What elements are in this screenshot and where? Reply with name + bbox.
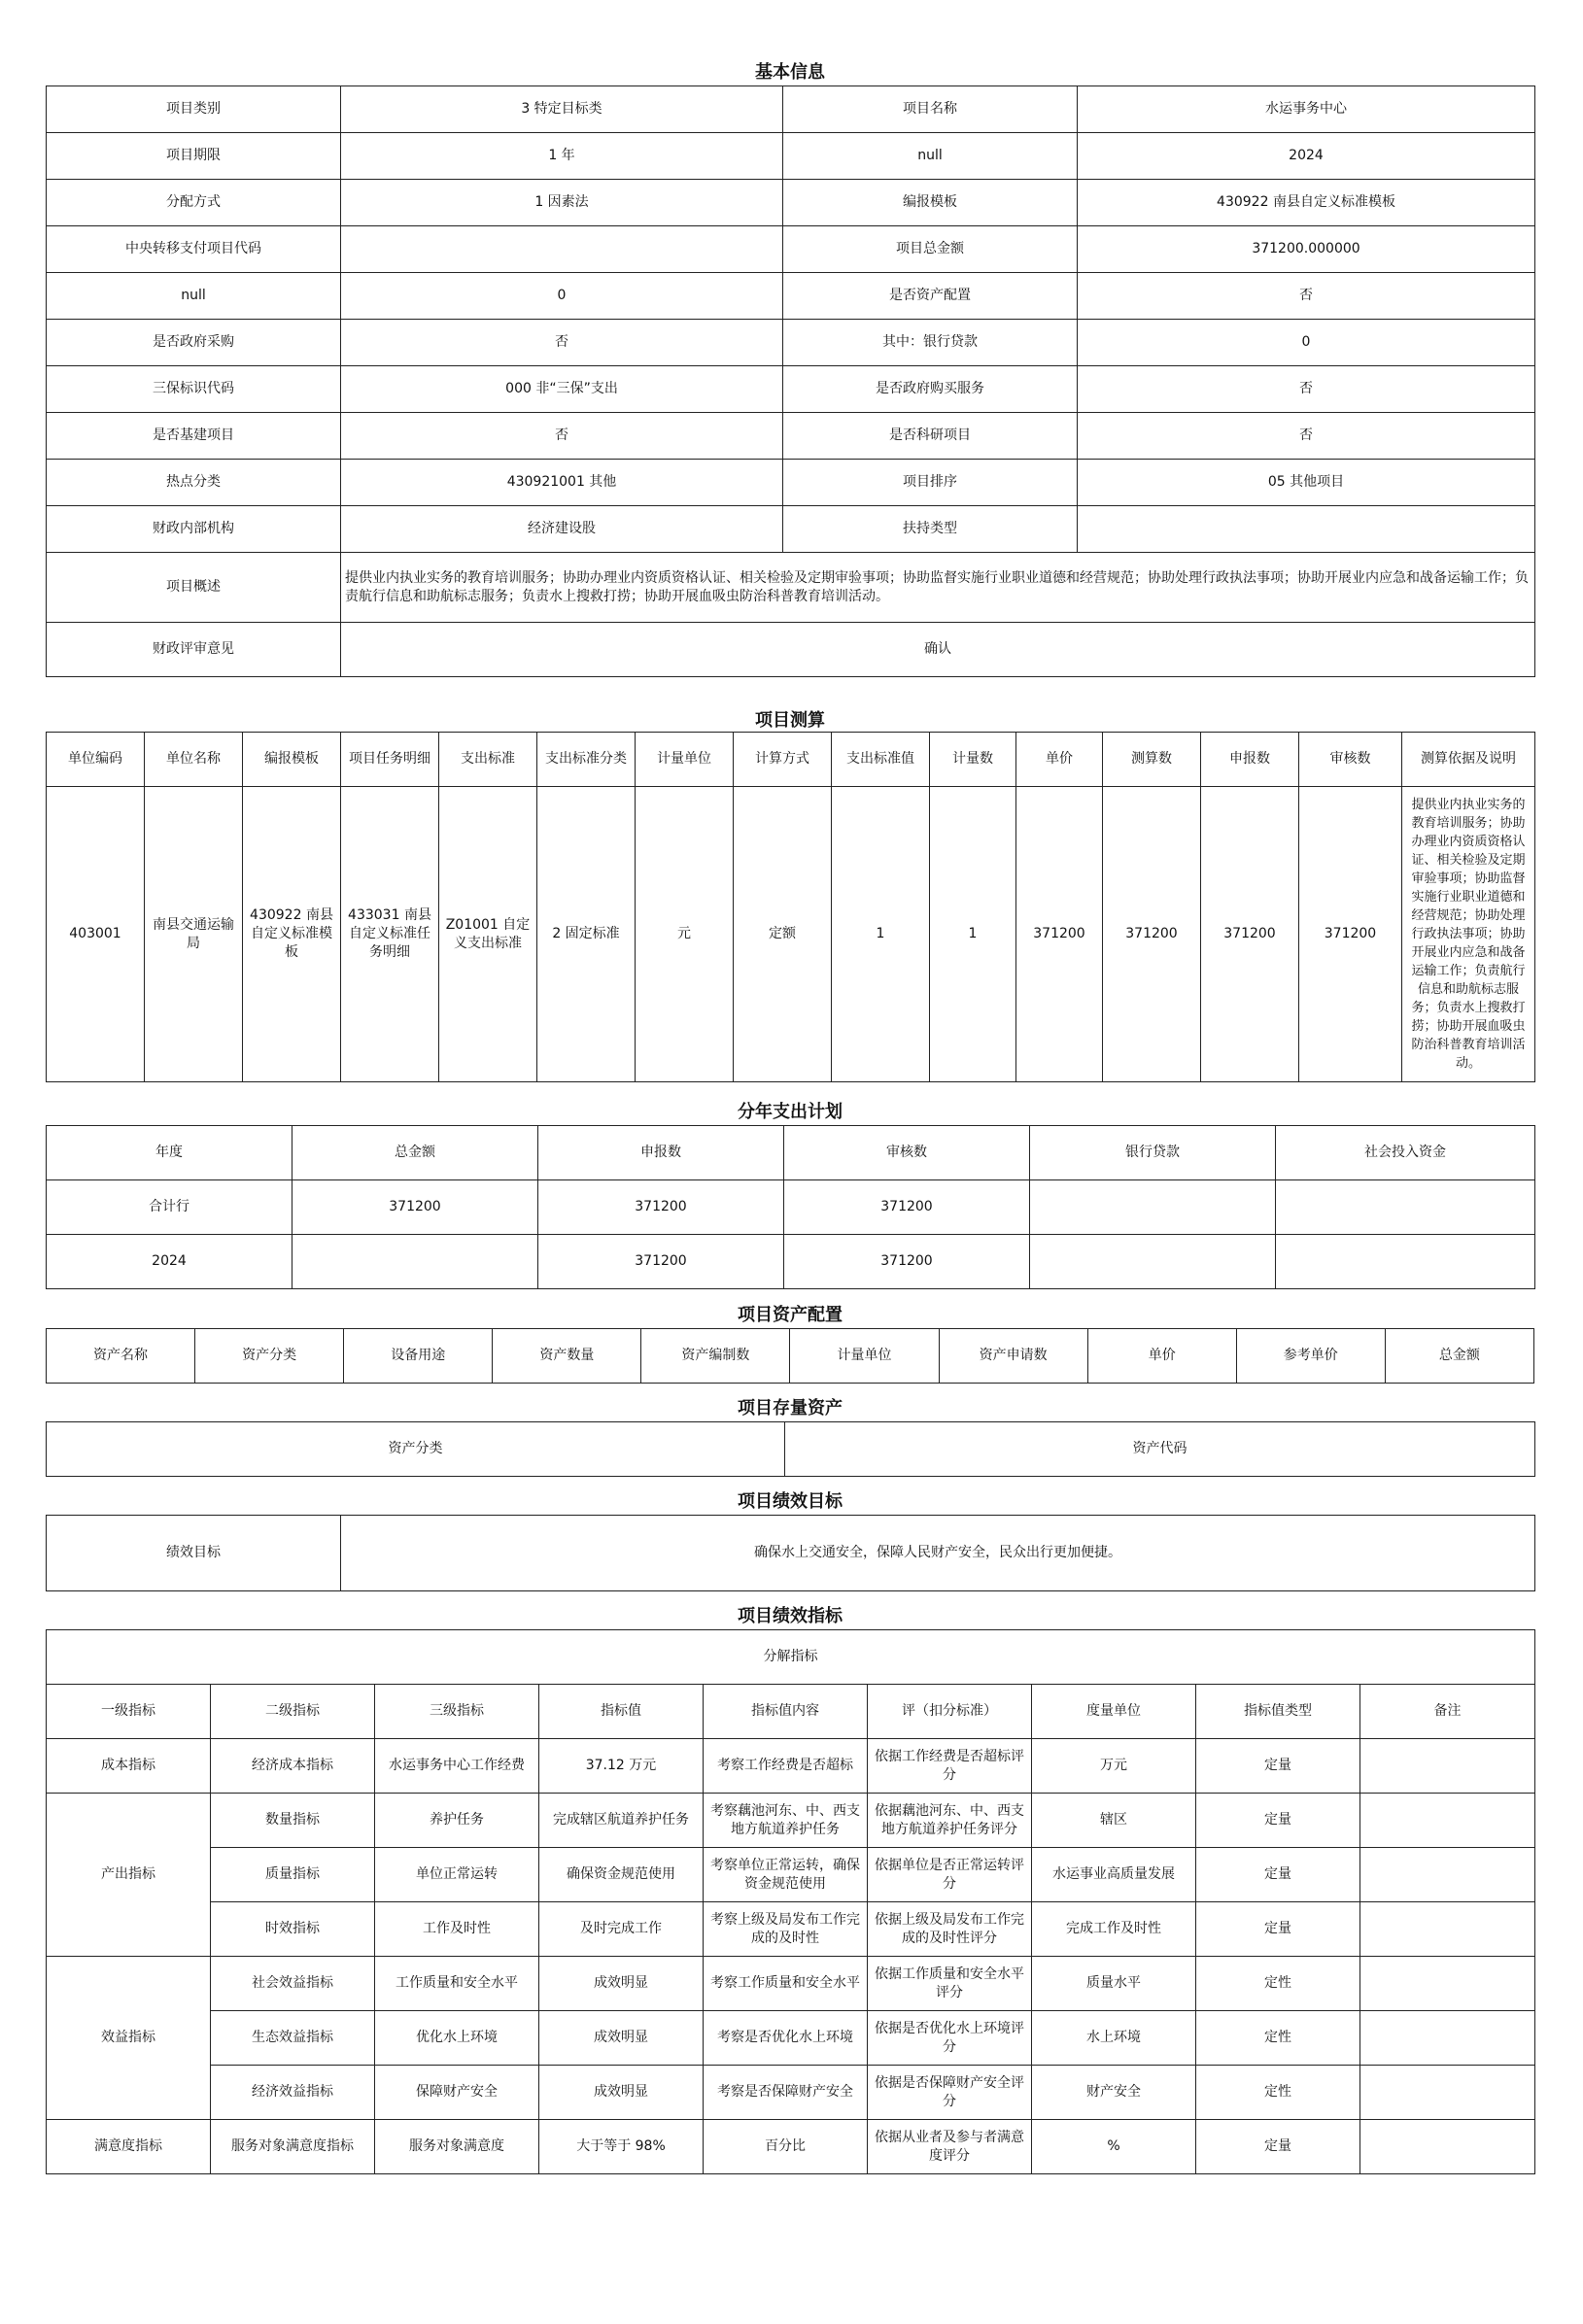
field-value: 否	[1078, 413, 1535, 460]
column-header: 计量数	[930, 733, 1016, 787]
column-header: 银行贷款	[1030, 1126, 1276, 1180]
table-cell: 2024	[47, 1235, 293, 1289]
table-cell: 工作质量和安全水平	[375, 1957, 539, 2011]
table-cell: 依据从业者及参与者满意度评分	[868, 2120, 1032, 2174]
column-header: 评（扣分标准）	[868, 1685, 1032, 1739]
field-label: null	[783, 133, 1078, 180]
column-header: 社会投入资金	[1276, 1126, 1535, 1180]
table-cell: 元	[636, 787, 734, 1082]
basic-info-row	[47, 86, 1535, 133]
table-cell: 37.12 万元	[539, 1739, 704, 1794]
column-header: 资产分类	[195, 1329, 344, 1384]
field-value: 371200.000000	[1078, 226, 1535, 273]
annual-row	[47, 1180, 1535, 1235]
field-label: 是否科研项目	[783, 413, 1078, 460]
field-label: 热点分类	[47, 460, 341, 506]
table-cell: 服务对象满意度	[375, 2120, 539, 2174]
table-cell: 433031 南县自定义标准任务明细	[341, 787, 439, 1082]
table-cell: 考察单位正常运转，确保资金规范使用	[704, 1848, 868, 1902]
field-value: 经济建设股	[341, 506, 783, 553]
table-cell	[1360, 2066, 1535, 2120]
table-cell	[1360, 2120, 1535, 2174]
table-cell: 百分比	[704, 2120, 868, 2174]
table-cell: 质量指标	[211, 1848, 375, 1902]
perf-index-title: 项目绩效指标	[738, 1606, 843, 1626]
basic-info-row	[47, 320, 1535, 366]
column-header: 资产编制数	[641, 1329, 790, 1384]
table-cell: 定量	[1196, 1739, 1360, 1794]
perf-index-row	[47, 1848, 1535, 1902]
column-header: 申报数	[538, 1126, 784, 1180]
level1-indicator: 效益指标	[47, 1957, 211, 2120]
column-header: 年度	[47, 1126, 293, 1180]
table-cell: 大于等于 98%	[539, 2120, 704, 2174]
table-cell	[1360, 2011, 1535, 2066]
table-cell	[1030, 1180, 1276, 1235]
field-value: 430922 南县自定义标准模板	[1078, 180, 1535, 226]
basic-info-row	[47, 273, 1535, 320]
field-value	[341, 226, 783, 273]
table-cell: 371200	[538, 1235, 784, 1289]
field-value: 000 非“三保”支出	[341, 366, 783, 413]
table-cell: 1	[930, 787, 1016, 1082]
column-header: 单位名称	[145, 733, 243, 787]
review-opinion: 确认	[341, 623, 1535, 677]
basic-info-row	[47, 366, 1535, 413]
level1-indicator: 产出指标	[47, 1794, 211, 1957]
basic-info-row	[47, 623, 1535, 677]
column-header: 单价	[1016, 733, 1103, 787]
perf-index-row	[47, 2011, 1535, 2066]
table-cell: 社会效益指标	[211, 1957, 375, 2011]
asset-config-title: 项目资产配置	[738, 1305, 843, 1325]
table-cell: 经济成本指标	[211, 1739, 375, 1794]
table-cell	[1360, 1902, 1535, 1957]
table-cell: 定量	[1196, 1794, 1360, 1848]
basic-info-row	[47, 133, 1535, 180]
column-header: 资产名称	[47, 1329, 195, 1384]
column-header: 总金额	[293, 1126, 538, 1180]
column-header: 指标值类型	[1196, 1685, 1360, 1739]
basic-info-row	[47, 413, 1535, 460]
column-header: 支出标准	[439, 733, 537, 787]
field-label: 是否政府购买服务	[783, 366, 1078, 413]
table-cell: 保障财产安全	[375, 2066, 539, 2120]
group-header: 分解指标	[47, 1630, 1535, 1685]
field-label: 财政评审意见	[47, 623, 341, 677]
table-cell: 确保资金规范使用	[539, 1848, 704, 1902]
table-cell	[1360, 1848, 1535, 1902]
perf-goal-label: 绩效目标	[47, 1516, 341, 1591]
table-cell: 371200	[538, 1180, 784, 1235]
perf-index-row	[47, 2120, 1535, 2174]
field-label: 其中：银行贷款	[783, 320, 1078, 366]
table-cell: 371200	[784, 1180, 1030, 1235]
table-cell: 生态效益指标	[211, 2011, 375, 2066]
perf-goal-table	[46, 1515, 1535, 1591]
table-cell: 完成工作及时性	[1032, 1902, 1196, 1957]
table-cell: 成效明显	[539, 2011, 704, 2066]
field-label: 中央转移支付项目代码	[47, 226, 341, 273]
calc-header-row	[47, 733, 1535, 787]
table-cell: 水上环境	[1032, 2011, 1196, 2066]
table-cell: 优化水上环境	[375, 2011, 539, 2066]
basic-info-row	[47, 506, 1535, 553]
table-cell: 定性	[1196, 1957, 1360, 2011]
basic-info-row	[47, 226, 1535, 273]
table-cell: 依据上级及局发布工作完成的及时性评分	[868, 1902, 1032, 1957]
table-cell: 定量	[1196, 2120, 1360, 2174]
column-header: 申报数	[1201, 733, 1299, 787]
column-header: 度量单位	[1032, 1685, 1196, 1739]
table-cell: 371200	[1201, 787, 1299, 1082]
table-cell	[1276, 1235, 1535, 1289]
table-cell: 定额	[734, 787, 832, 1082]
table-cell	[1360, 1739, 1535, 1794]
table-cell: 成效明显	[539, 1957, 704, 2011]
basic-info-title: 基本信息	[755, 62, 825, 83]
table-cell: 水运事务中心工作经费	[375, 1739, 539, 1794]
field-value	[1078, 506, 1535, 553]
field-value: 否	[341, 413, 783, 460]
field-value: 05 其他项目	[1078, 460, 1535, 506]
column-header: 测算依据及说明	[1402, 733, 1535, 787]
asset-stock-title: 项目存量资产	[738, 1398, 843, 1418]
column-header: 参考单价	[1236, 1329, 1385, 1384]
table-cell: 430922 南县自定义标准模板	[243, 787, 341, 1082]
column-header: 项目任务明细	[341, 733, 439, 787]
column-header: 指标值内容	[704, 1685, 868, 1739]
field-value: 3 特定目标类	[341, 86, 783, 133]
field-label: 项目期限	[47, 133, 341, 180]
table-cell: 依据工作质量和安全水平评分	[868, 1957, 1032, 2011]
table-cell: 2 固定标准	[537, 787, 636, 1082]
field-label: 分配方式	[47, 180, 341, 226]
table-cell: 数量指标	[211, 1794, 375, 1848]
field-value: 1 因素法	[341, 180, 783, 226]
table-cell: 371200	[1299, 787, 1402, 1082]
field-label: 项目概述	[47, 553, 341, 623]
table-cell	[1360, 1957, 1535, 2011]
field-value: 1 年	[341, 133, 783, 180]
asset-stock-table	[46, 1421, 1535, 1477]
table-cell: 定性	[1196, 2066, 1360, 2120]
field-value: 否	[1078, 366, 1535, 413]
column-header: 测算数	[1103, 733, 1201, 787]
basic-info-row	[47, 553, 1535, 623]
table-cell: 单位正常运转	[375, 1848, 539, 1902]
column-header: 支出标准值	[832, 733, 930, 787]
table-cell: 考察是否优化水上环境	[704, 2011, 868, 2066]
level1-indicator: 满意度指标	[47, 2120, 211, 2174]
calc-data-row	[47, 787, 1535, 1082]
table-cell: 依据工作经费是否超标评分	[868, 1739, 1032, 1794]
table-cell: Z01001 自定义支出标准	[439, 787, 537, 1082]
table-cell: 371200	[293, 1180, 538, 1235]
perf-index-row	[47, 1794, 1535, 1848]
table-cell	[293, 1235, 538, 1289]
column-header: 编报模板	[243, 733, 341, 787]
table-cell: 提供业内执业实务的教育培训服务；协助办理业内资质资格认证、相关检验及定期审验事项；协助监督实施行业职业道德和经营规范；协助处理行政执法事项；协助开展业内应急和战备运输工作；负责航行信息和助航标志服务；负责水上搜救打捞；协助开展血吸虫防治科普教育培训活动。	[1402, 787, 1535, 1082]
perf-goal-title: 项目绩效目标	[738, 1491, 843, 1512]
column-header: 资产分类	[47, 1422, 785, 1477]
annual-table	[46, 1125, 1535, 1289]
column-header: 单位编码	[47, 733, 145, 787]
table-cell: 及时完成工作	[539, 1902, 704, 1957]
table-cell: 371200	[784, 1235, 1030, 1289]
table-cell: 万元	[1032, 1739, 1196, 1794]
table-cell: 定性	[1196, 2011, 1360, 2066]
basic-info-table	[46, 85, 1535, 677]
column-header: 计量单位	[790, 1329, 939, 1384]
table-cell: 依据是否优化水上环境评分	[868, 2011, 1032, 2066]
column-header: 资产申请数	[939, 1329, 1087, 1384]
column-header: 支出标准分类	[537, 733, 636, 787]
table-cell: 合计行	[47, 1180, 293, 1235]
field-label: 项目排序	[783, 460, 1078, 506]
perf-index-row	[47, 1739, 1535, 1794]
annual-row	[47, 1235, 1535, 1289]
field-value: 否	[341, 320, 783, 366]
table-cell: 经济效益指标	[211, 2066, 375, 2120]
basic-info-row	[47, 460, 1535, 506]
table-cell: 完成辖区航道养护任务	[539, 1794, 704, 1848]
field-label: 项目名称	[783, 86, 1078, 133]
field-label: 是否资产配置	[783, 273, 1078, 320]
annual-header-row	[47, 1126, 1535, 1180]
perf-index-row	[47, 2066, 1535, 2120]
table-cell: 水运事业高质量发展	[1032, 1848, 1196, 1902]
column-header: 计量单位	[636, 733, 734, 787]
field-label: 是否政府采购	[47, 320, 341, 366]
table-cell: 辖区	[1032, 1794, 1196, 1848]
table-cell: 质量水平	[1032, 1957, 1196, 2011]
calc-table	[46, 732, 1535, 1082]
table-cell: 定量	[1196, 1848, 1360, 1902]
field-value: 0	[341, 273, 783, 320]
field-value: 否	[1078, 273, 1535, 320]
table-cell: %	[1032, 2120, 1196, 2174]
table-cell: 考察工作经费是否超标	[704, 1739, 868, 1794]
column-header: 审核数	[1299, 733, 1402, 787]
table-cell: 371200	[1103, 787, 1201, 1082]
perf-index-table	[46, 1629, 1535, 2174]
column-header: 三级指标	[375, 1685, 539, 1739]
perf-index-row	[47, 1902, 1535, 1957]
table-cell: 371200	[1016, 787, 1103, 1082]
project-overview: 提供业内执业实务的教育培训服务；协助办理业内资质资格认证、相关检验及定期审验事项；协助监督实施行业职业道德和经营规范；协助处理行政执法事项；协助开展业内应急和战备运输工作；负责航行信息和助航标志服务；负责水上搜救打捞；协助开展血吸虫防治科普教育培训活动。	[341, 553, 1535, 623]
perf-index-row	[47, 1957, 1535, 2011]
field-label: null	[47, 273, 341, 320]
field-label: 扶持类型	[783, 506, 1078, 553]
field-value: 水运事务中心	[1078, 86, 1535, 133]
table-cell: 依据藕池河东、中、西支地方航道养护任务评分	[868, 1794, 1032, 1848]
column-header: 设备用途	[344, 1329, 493, 1384]
asset-config-header-row	[47, 1329, 1534, 1384]
column-header: 指标值	[539, 1685, 704, 1739]
perf-group-header-row	[47, 1630, 1535, 1685]
column-header: 二级指标	[211, 1685, 375, 1739]
table-cell: 工作及时性	[375, 1902, 539, 1957]
perf-goal-value: 确保水上交通安全，保障人民财产安全，民众出行更加便捷。	[341, 1516, 1535, 1591]
table-cell: 财产安全	[1032, 2066, 1196, 2120]
basic-info-row	[47, 180, 1535, 226]
table-cell: 依据是否保障财产安全评分	[868, 2066, 1032, 2120]
field-label: 三保标识代码	[47, 366, 341, 413]
column-header: 备注	[1360, 1685, 1535, 1739]
field-label: 财政内部机构	[47, 506, 341, 553]
table-cell	[1030, 1235, 1276, 1289]
perf-header-row	[47, 1685, 1535, 1739]
field-value: 2024	[1078, 133, 1535, 180]
table-cell: 服务对象满意度指标	[211, 2120, 375, 2174]
table-cell: 依据单位是否正常运转评分	[868, 1848, 1032, 1902]
table-cell: 南县交通运输局	[145, 787, 243, 1082]
table-cell: 时效指标	[211, 1902, 375, 1957]
column-header: 资产代码	[785, 1422, 1535, 1477]
table-cell: 考察藕池河东、中、西支地方航道养护任务	[704, 1794, 868, 1848]
field-label: 是否基建项目	[47, 413, 341, 460]
field-value: 0	[1078, 320, 1535, 366]
column-header: 一级指标	[47, 1685, 211, 1739]
column-header: 审核数	[784, 1126, 1030, 1180]
table-cell: 考察工作质量和安全水平	[704, 1957, 868, 2011]
field-label: 项目类别	[47, 86, 341, 133]
column-header: 单价	[1087, 1329, 1236, 1384]
field-label: 项目总金额	[783, 226, 1078, 273]
column-header: 计算方式	[734, 733, 832, 787]
table-cell: 1	[832, 787, 930, 1082]
column-header: 资产数量	[493, 1329, 641, 1384]
asset-config-table	[46, 1328, 1534, 1384]
table-cell: 定量	[1196, 1902, 1360, 1957]
annual-title: 分年支出计划	[738, 1102, 843, 1122]
table-cell: 403001	[47, 787, 145, 1082]
level1-indicator: 成本指标	[47, 1739, 211, 1794]
table-cell: 考察是否保障财产安全	[704, 2066, 868, 2120]
table-cell	[1276, 1180, 1535, 1235]
table-cell: 考察上级及局发布工作完成的及时性	[704, 1902, 868, 1957]
field-value: 430921001 其他	[341, 460, 783, 506]
table-cell: 养护任务	[375, 1794, 539, 1848]
field-label: 编报模板	[783, 180, 1078, 226]
calc-title: 项目测算	[755, 710, 825, 731]
column-header: 总金额	[1385, 1329, 1533, 1384]
asset-stock-header-row	[47, 1422, 1535, 1477]
table-cell: 成效明显	[539, 2066, 704, 2120]
table-cell	[1360, 1794, 1535, 1848]
